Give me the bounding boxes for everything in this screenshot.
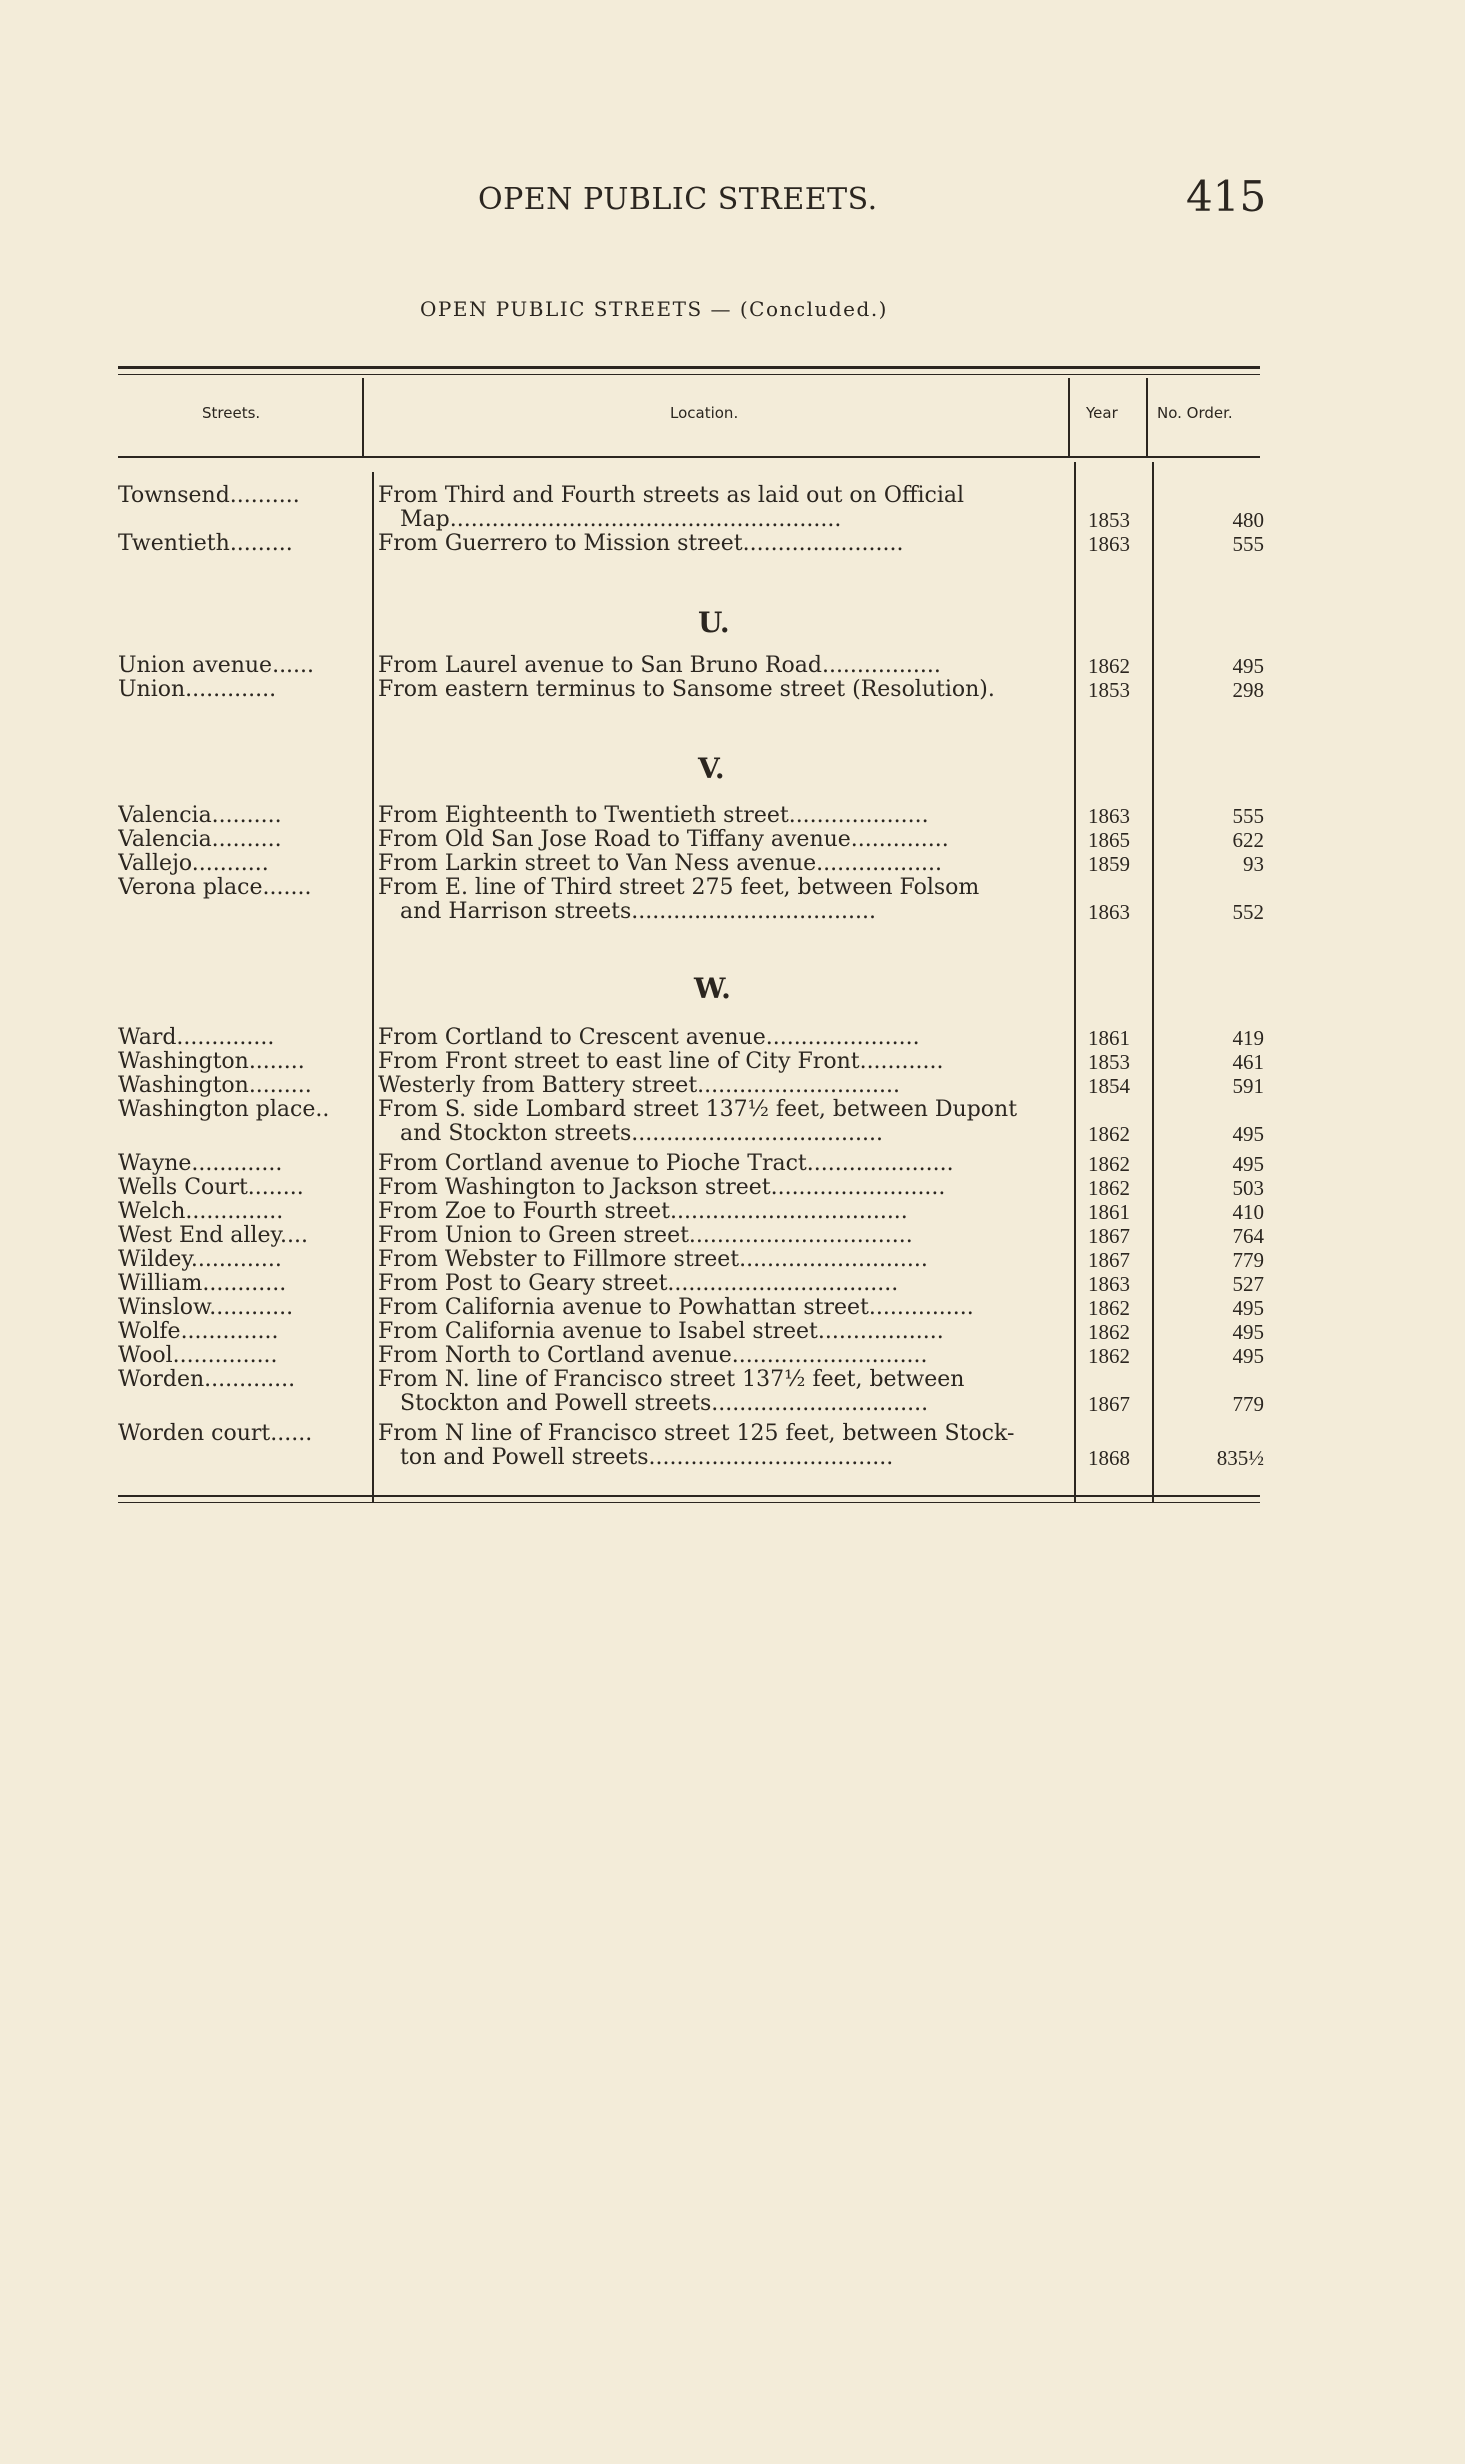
order-number: 93 [1243,852,1264,876]
location-text: From Front street to east line of City Front............ [378,1050,944,1074]
street-name: Wildey............. [118,1248,282,1272]
location-text: From North to Cortland avenue............................ [378,1344,928,1368]
table-bottom-rule-2 [118,1502,1260,1503]
year-value: 1862 [1088,1176,1130,1200]
year-value: 1868 [1088,1446,1130,1470]
street-name: Wells Court........ [118,1176,304,1200]
street-name: Washington........ [118,1050,305,1074]
order-number: 764 [1232,1224,1264,1248]
street-name: Worden court...... [118,1422,313,1446]
table-top-rule-1 [118,366,1260,369]
order-number: 779 [1232,1248,1264,1272]
year-value: 1862 [1088,1320,1130,1344]
header-bottom-rule [118,456,1260,458]
location-text: From Laurel avenue to San Bruno Road................. [378,654,941,678]
order-number: 555 [1232,532,1264,556]
year-value: 1862 [1088,1344,1130,1368]
location-text: From Eighteenth to Twentieth street.................... [378,804,929,828]
location-text: From California avenue to Powhattan street............... [378,1296,974,1320]
location-text: From Union to Green street................................ [378,1224,913,1248]
table-top-rule-2 [118,374,1260,375]
street-name: Worden............. [118,1368,296,1392]
location-text-continued: Map........................................................ [400,508,842,532]
section-letter-v: V. [698,752,725,785]
body-divider-1 [372,472,374,1502]
header-divider-3 [1146,378,1148,456]
location-text: From Guerrero to Mission street....................... [378,532,904,556]
street-name: William............ [118,1272,287,1296]
location-text: From Larkin street to Van Ness avenue.................. [378,852,943,876]
year-value: 1867 [1088,1392,1130,1416]
order-number: 622 [1232,828,1264,852]
body-divider-3 [1152,462,1154,1502]
location-text: Westerly from Battery street............................. [378,1074,900,1098]
year-value: 1867 [1088,1224,1130,1248]
location-text: From E. line of Third street 275 feet, between Folsom [378,876,980,900]
order-number: 495 [1232,1122,1264,1146]
header-divider-2 [1068,378,1070,456]
year-value: 1859 [1088,852,1130,876]
street-name: Welch.............. [118,1200,284,1224]
year-value: 1862 [1088,654,1130,678]
location-text-continued: Stockton and Powell streets............................... [400,1392,929,1416]
year-value: 1862 [1088,1152,1130,1176]
location-text-continued: ton and Powell streets................................... [400,1446,894,1470]
street-name: Wolfe.............. [118,1320,279,1344]
street-name: Union avenue...... [118,654,315,678]
page-number: 415 [1186,172,1267,221]
year-value: 1861 [1088,1026,1130,1050]
order-number: 495 [1232,1152,1264,1176]
street-name: Twentieth......... [118,532,293,556]
location-text: From Zoe to Fourth street.................................. [378,1200,908,1224]
street-name: Townsend.......... [118,484,300,508]
street-name: Wool............... [118,1344,278,1368]
year-value: 1862 [1088,1122,1130,1146]
location-text: From California avenue to Isabel street.................. [378,1320,944,1344]
year-value: 1867 [1088,1248,1130,1272]
col-header-streets: Streets. [202,404,261,422]
street-name: Valencia.......... [118,804,282,828]
year-value: 1862 [1088,1296,1130,1320]
year-value: 1861 [1088,1200,1130,1224]
street-name: Washington place.. [118,1098,330,1122]
year-value: 1853 [1088,508,1130,532]
order-number: 461 [1232,1050,1264,1074]
order-number: 480 [1232,508,1264,532]
year-value: 1863 [1088,804,1130,828]
year-value: 1863 [1088,1272,1130,1296]
order-number: 552 [1232,900,1264,924]
location-text: From Washington to Jackson street......................... [378,1176,946,1200]
location-text: From Cortland avenue to Pioche Tract..................... [378,1152,954,1176]
header-divider-1 [362,378,364,456]
street-name: Washington......... [118,1074,312,1098]
col-header-location: Location. [670,404,739,422]
section-letter-w: W. [694,972,731,1005]
street-name: Winslow............ [118,1296,294,1320]
order-number: 495 [1232,654,1264,678]
street-name: Verona place....... [118,876,312,900]
order-number: 555 [1232,804,1264,828]
col-header-order: No. Order. [1157,404,1233,422]
street-name: Wayne............. [118,1152,283,1176]
table-bottom-rule-1 [118,1495,1260,1497]
order-number: 503 [1232,1176,1264,1200]
order-number: 410 [1232,1200,1264,1224]
year-value: 1854 [1088,1074,1130,1098]
street-name: Union............. [118,678,277,702]
street-name: Valencia.......... [118,828,282,852]
location-text: From Cortland to Crescent avenue...................... [378,1026,920,1050]
order-number: 495 [1232,1320,1264,1344]
year-value: 1863 [1088,532,1130,556]
body-divider-2 [1074,462,1076,1502]
year-value: 1853 [1088,1050,1130,1074]
street-name: Vallejo........... [118,852,269,876]
order-number: 298 [1232,678,1264,702]
running-head: OPEN PUBLIC STREETS. [478,182,878,217]
street-name: West End alley.... [118,1224,308,1248]
col-header-year: Year [1086,404,1118,422]
table-title: OPEN PUBLIC STREETS — (Concluded.) [420,297,888,321]
location-text: From eastern terminus to Sansome street (Resolution). [378,678,995,702]
order-number: 779 [1232,1392,1264,1416]
location-text: From N line of Francisco street 125 feet, between Stock- [378,1422,1015,1446]
location-text-continued: and Stockton streets.................................... [400,1122,883,1146]
street-name: Ward.............. [118,1026,275,1050]
location-text-continued: and Harrison streets................................... [400,900,877,924]
location-text: From Webster to Fillmore street........................... [378,1248,928,1272]
location-text: From S. side Lombard street 137½ feet, between Dupont [378,1098,1018,1122]
year-value: 1865 [1088,828,1130,852]
order-number: 495 [1232,1296,1264,1320]
section-letter-u: U. [698,606,730,639]
order-number: 591 [1232,1074,1264,1098]
location-text: From Old San Jose Road to Tiffany avenue.............. [378,828,949,852]
order-number: 495 [1232,1344,1264,1368]
order-number: 835½ [1216,1446,1264,1470]
year-value: 1853 [1088,678,1130,702]
location-text: From Post to Geary street................................. [378,1272,899,1296]
order-number: 419 [1232,1026,1264,1050]
location-text: From Third and Fourth streets as laid out on Official [378,484,965,508]
order-number: 527 [1232,1272,1264,1296]
year-value: 1863 [1088,900,1130,924]
location-text: From N. line of Francisco street 137½ feet, between [378,1368,965,1392]
